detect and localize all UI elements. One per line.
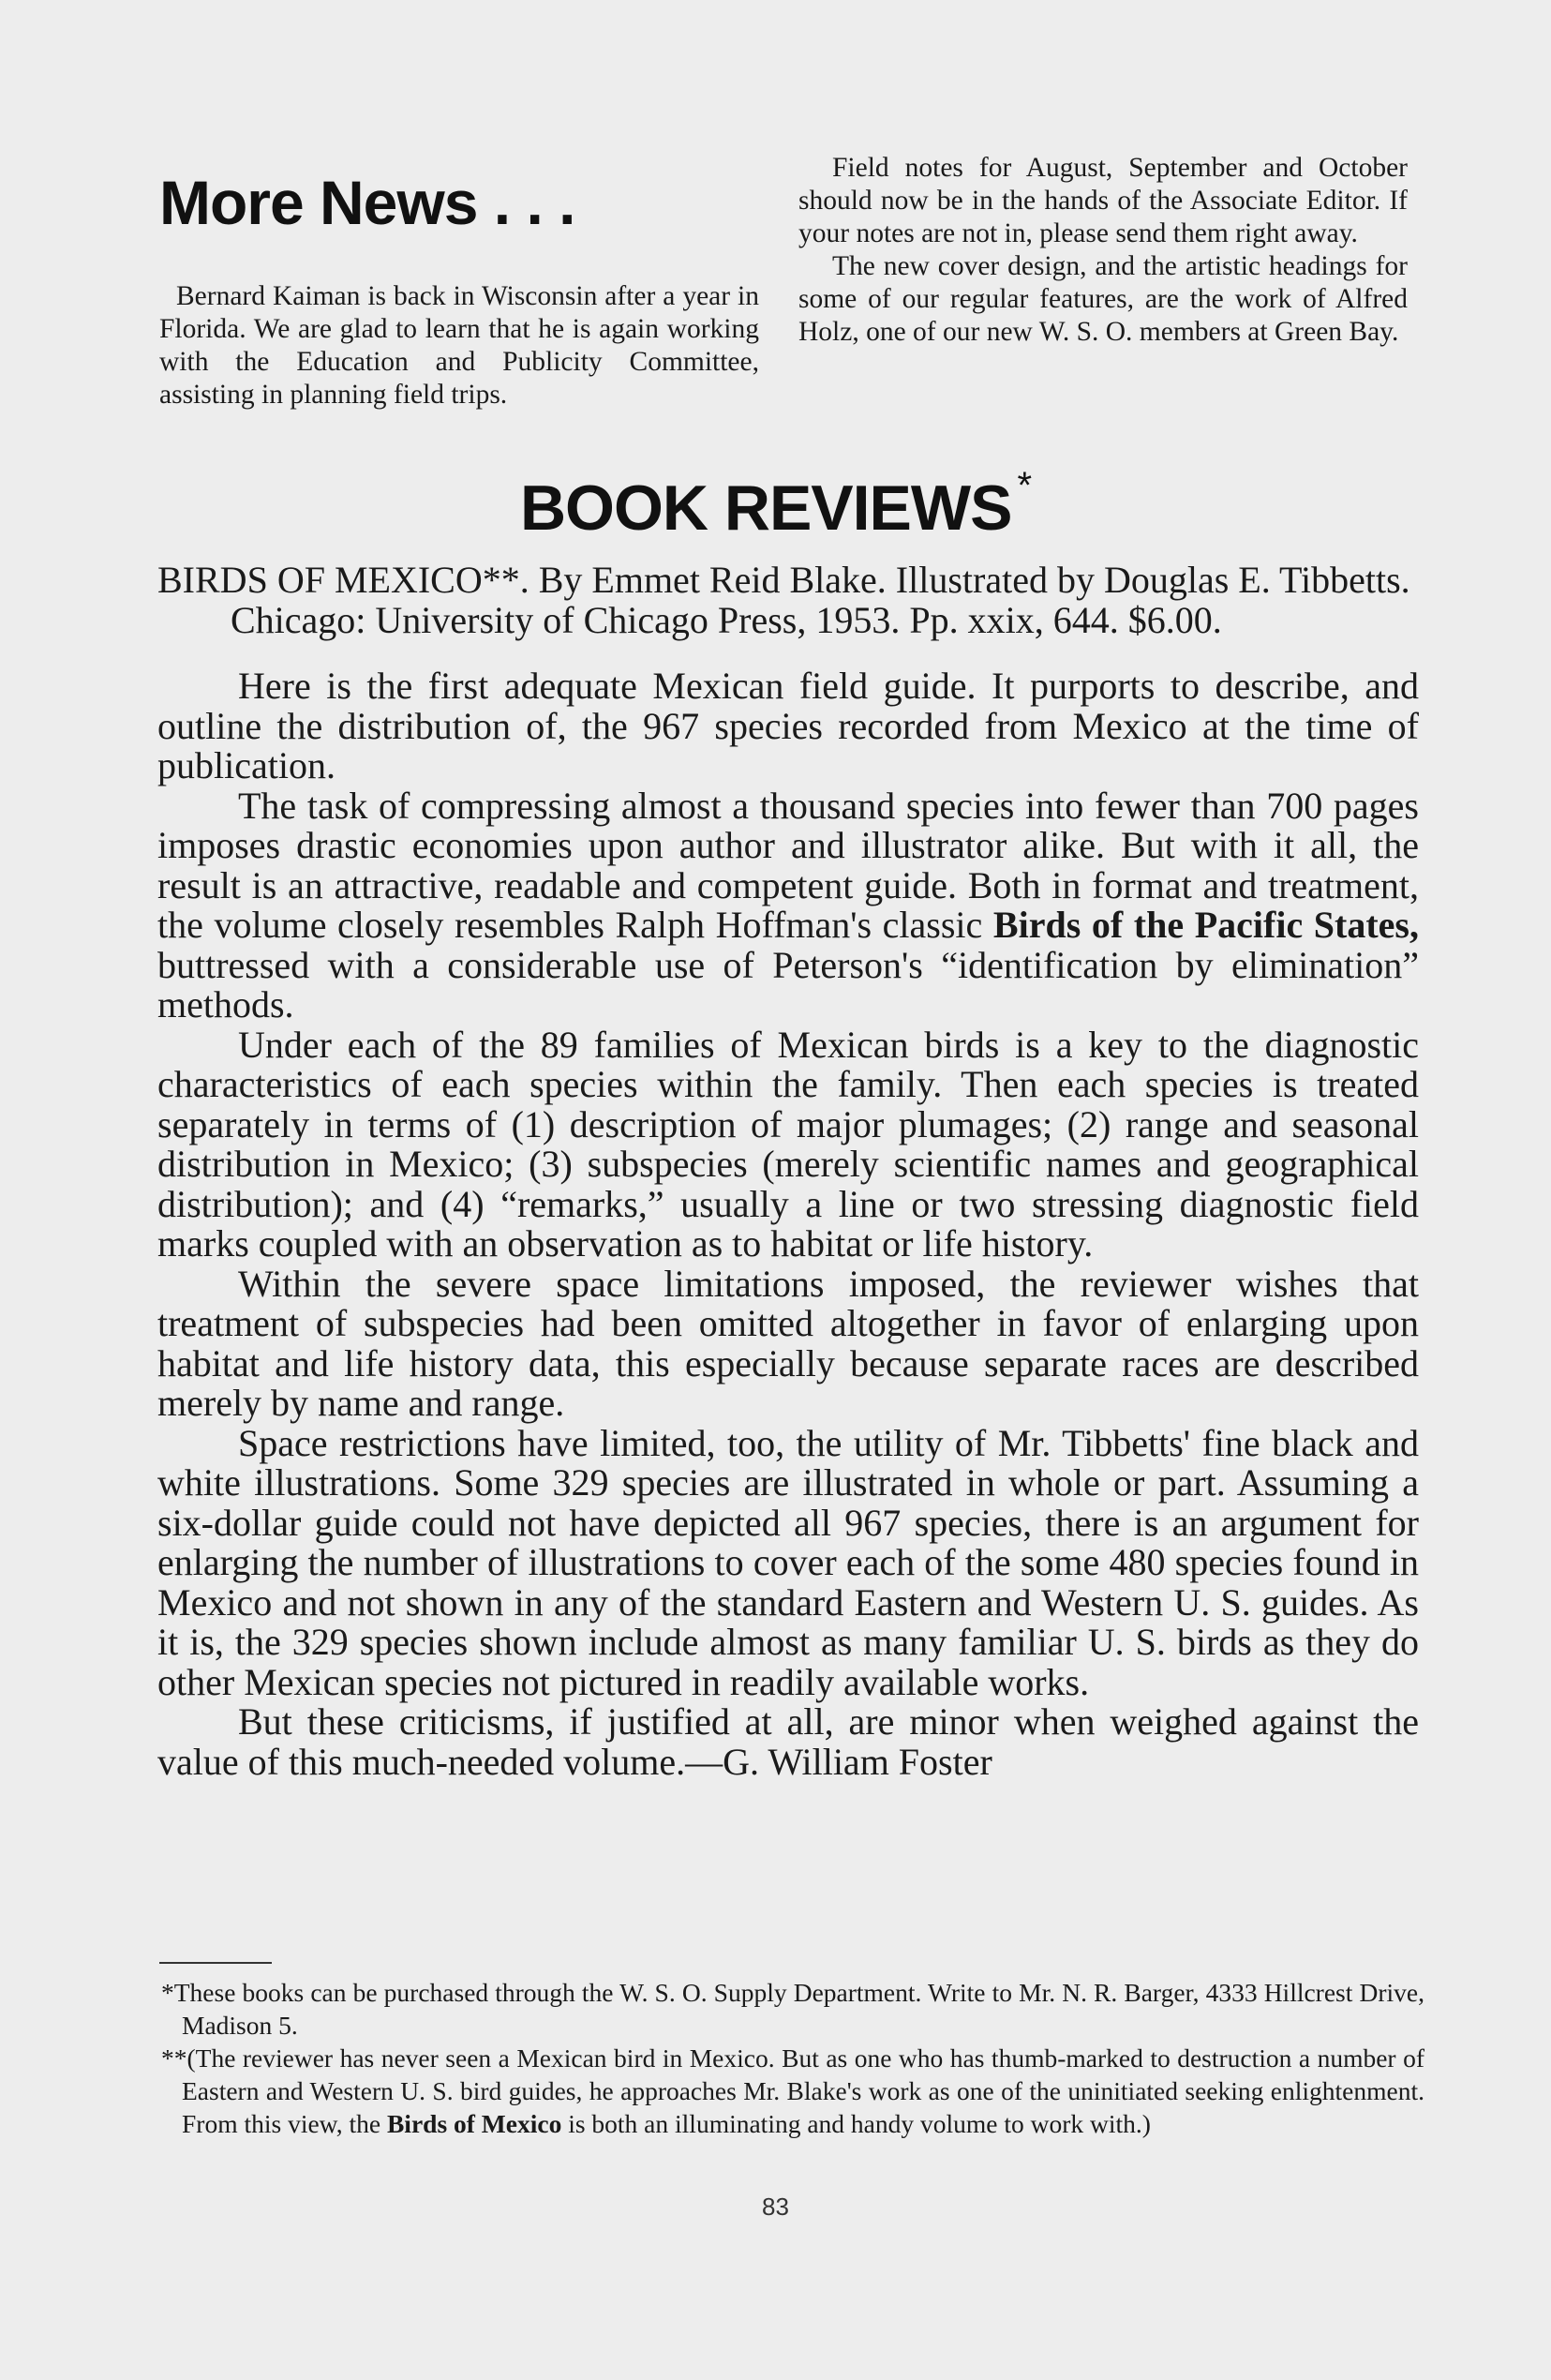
review-paragraph-5: Space restrictions have limited, too, the utility of Mr. Tibbetts' fine black and white illustrations. Some 329 species are illustrated in whole or part. Assuming a six-dollar guide could not have depicted all 967 species, there is an argument for enlarging the number of illustrations to cover each of the some 480 species found in Mexico and not shown in any of the standard Eastern and Western U. S. guides. As it is, the 329 species shown include almost as many familiar U. S. birds as they do other Mexican species not pictured in readily available works. [157,1421,1419,1703]
book-citation: BIRDS OF MEXICO**. By Emmet Reid Blake. Illustrated by Douglas E. Tibbetts. Chicago: University of Chicago Press, 1953. Pp. xxix, 644. $6.00. [157,559,1410,641]
footnote-reviewer-note [161,2042,1424,2140]
review-paragraph-2 [157,786,1419,1025]
review-paragraph-2-end: buttressed with a considerable use of Peterson's “identification by elimination” methods. [157,943,1419,1025]
more-news-heading: More News . . . [159,168,575,237]
book-reviews-footnote-mark: * [1017,465,1032,506]
footnote-supply-department: *These books can be purchased through the W. S. O. Supply Department. Write to Mr. N. R. Barger, 4333 Hillcrest Drive, Madison 5. [161,1978,1424,2040]
footnote-divider [159,1962,272,1964]
review-paragraph-3: Under each of the 89 families of Mexican birds is a key to the diagnostic characteristics of each species within the family. Then each species is treated separately in terms of (1) description of major plumages; (2) range and seasonal distribution in Mexico; (3) subspecies (merely scientific names and geographical distribution); and (4) “remarks,” usually a line or two stressing diagnostic field marks coupled with an observation as to habitat or life history. [157,1023,1419,1265]
review-paragraph-2-start: The task of compressing almost a thousand species into fewer than 700 pages imposes drastic economies upon author and illustrator alike. But with it all, the result is an attractive, readable and competent guide. Both in format and treatment, the volume closely resembles Ralph Hoffman's classic [157,784,1419,946]
cover-design-paragraph: The new cover design, and the artistic headings for some of our regular features, are the work of Alfred Holz, one of our new W. S. O. members at Green Bay. [798,251,1408,347]
footnote-reviewer-end: is both an illuminating and handy volume to work with.) [561,2109,1151,2138]
field-notes-paragraph: Field notes for August, September and October should now be in the hands of the Associate Editor. If your notes are not in, please send them right away. [798,153,1408,248]
review-paragraph-1: Here is the first adequate Mexican field guide. It purports to describe, and outline the distribution of, the 967 species recorded from Mexico at the time of publication. [157,665,1419,786]
book-review-body [157,560,1419,1782]
footnotes [161,1976,1424,2140]
review-paragraph-6: But these criticisms, if justified at all, are minor when weighed against the value of this much-needed volume.—G. William Foster [157,1700,1419,1783]
review-paragraph-4: Within the severe space limitations imposed, the reviewer wishes that treatment of subspecies had been omitted altogether in favor of enlarging upon habitat and life history data, this especially because separate races are described merely by name and range. [157,1262,1419,1424]
birds-of-mexico-title: Birds of Mexico [386,2109,562,2138]
page-number: 83 [762,2193,789,2221]
kaiman-news-paragraph: Bernard Kaiman is back in Wisconsin after a year in Florida. We are glad to learn that he is again working with the Education and Publicity Committee, assisting in planning field trips. [159,281,759,410]
book-reviews-title: BOOK REVIEWS [519,472,1012,544]
book-reviews-heading [0,465,1551,544]
pacific-states-book-title: Birds of the Pacific States, [992,904,1419,946]
more-news-right-column [798,152,1408,349]
footnote-reviewer-start: **(The reviewer has never seen a Mexican bird in Mexico. But as one who has thumb-marked to destruction a number of Eastern and Western U. S. bird guides, he approaches Mr. Blake's work as one of the uninitiated seeking enlightenment. From this view, the [161,2043,1424,2138]
more-news-left-column [159,155,759,412]
